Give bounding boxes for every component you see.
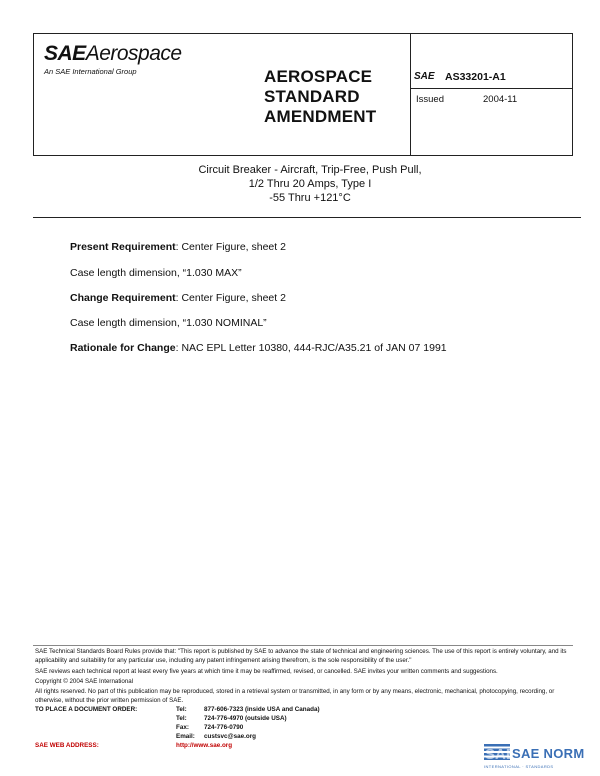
present-value: : Center Figure, sheet 2: [175, 241, 286, 253]
footer-copyright: Copyright © 2004 SAE International: [35, 678, 134, 685]
contact-value: 724-776-0790: [204, 724, 244, 731]
logo-brand: SAE: [44, 42, 86, 65]
present-label: Present Requirement: [70, 241, 176, 253]
title-bottom-rule: [33, 217, 581, 218]
sae-norm-badge: [484, 742, 594, 772]
document-type: [264, 67, 376, 127]
header-bottom-rule: [33, 155, 573, 156]
contact-label: Fax:: [176, 724, 189, 731]
badge-subtext: INTERNATIONAL · STANDARDS: [484, 764, 554, 769]
change-detail: Case length dimension, “1.030 NOMINAL”: [70, 317, 267, 329]
doc-type-line: AEROSPACE: [264, 67, 373, 86]
present-requirement: [70, 241, 286, 253]
logo-product: Aerospace: [85, 42, 182, 65]
footer-rules-para: SAE Technical Standards Board Rules provide that: "This report is published by SAE to advance the state of technical and engineering sciences. The use of this report is entirely voluntary, and its applicability and suitability for any particular use, including any patent infringement arising therefrom, is the sole responsibility of the user.": [35, 648, 567, 664]
change-label: Change Requirement: [70, 292, 176, 304]
logo-tagline: An SAE International Group: [44, 67, 137, 76]
web-address-label: SAE WEB ADDRESS:: [35, 742, 99, 749]
issued-label: Issued: [416, 94, 444, 105]
header-left-border: [33, 33, 34, 155]
doc-type-line: STANDARD: [264, 87, 360, 106]
contact-label: Email:: [176, 733, 195, 740]
footer-review-para: SAE reviews each technical report at least every five years at which time it may be reaffirmed, revised, or cancelled. SAE invites your written comments and suggestions.: [35, 668, 498, 675]
title-line: Circuit Breaker - Aircraft, Trip-Free, Push Pull,: [198, 164, 422, 176]
contact-value: 877-606-7323 (inside USA and Canada): [204, 706, 320, 713]
header-top-rule: [33, 33, 573, 34]
sae-aerospace-logo: [44, 43, 182, 65]
footer-rule: [33, 645, 573, 646]
document-title: [40, 163, 580, 205]
contact-email[interactable]: custsvc@sae.org: [204, 733, 256, 740]
rationale-value: : NAC EPL Letter 10380, 444-RJC/A35.21 of JAN 07 1991: [175, 342, 447, 354]
rationale: [70, 342, 447, 354]
sae-mark-icon: SAE: [414, 71, 435, 82]
sae-norm-logo-icon: [484, 742, 516, 764]
doc-type-line: AMENDMENT: [264, 107, 377, 126]
badge-text: SAE NORM: [512, 746, 585, 761]
contact-label: Tel:: [176, 715, 187, 722]
header-right-border: [572, 33, 573, 155]
contact-value: 724-776-4970 (outside USA): [204, 715, 287, 722]
rationale-label: Rationale for Change: [70, 342, 176, 354]
title-line: -55 Thru +121°C: [269, 192, 351, 204]
title-line: 1/2 Thru 20 Amps, Type I: [248, 178, 372, 190]
contact-label: Tel:: [176, 706, 187, 713]
change-value: : Center Figure, sheet 2: [175, 292, 286, 304]
present-detail: Case length dimension, “1.030 MAX”: [70, 267, 242, 279]
footer-rights-para: All rights reserved. No part of this publication may be reproduced, stored in a retrieval system or transmitted, in any form or by any means, electronic, mechanical, photocopying, recording, or otherwise, without the prior written permission of SAE.: [35, 688, 555, 704]
document-number: AS33201-A1: [445, 71, 506, 83]
order-label: TO PLACE A DOCUMENT ORDER:: [35, 706, 138, 713]
docnum-box-rule: [410, 88, 573, 89]
svg-text:SAE: SAE: [485, 746, 516, 763]
change-requirement: [70, 292, 286, 304]
header-divider: [410, 33, 411, 155]
web-address-link[interactable]: http://www.sae.org: [176, 742, 233, 749]
issued-date: 2004-11: [483, 94, 518, 105]
